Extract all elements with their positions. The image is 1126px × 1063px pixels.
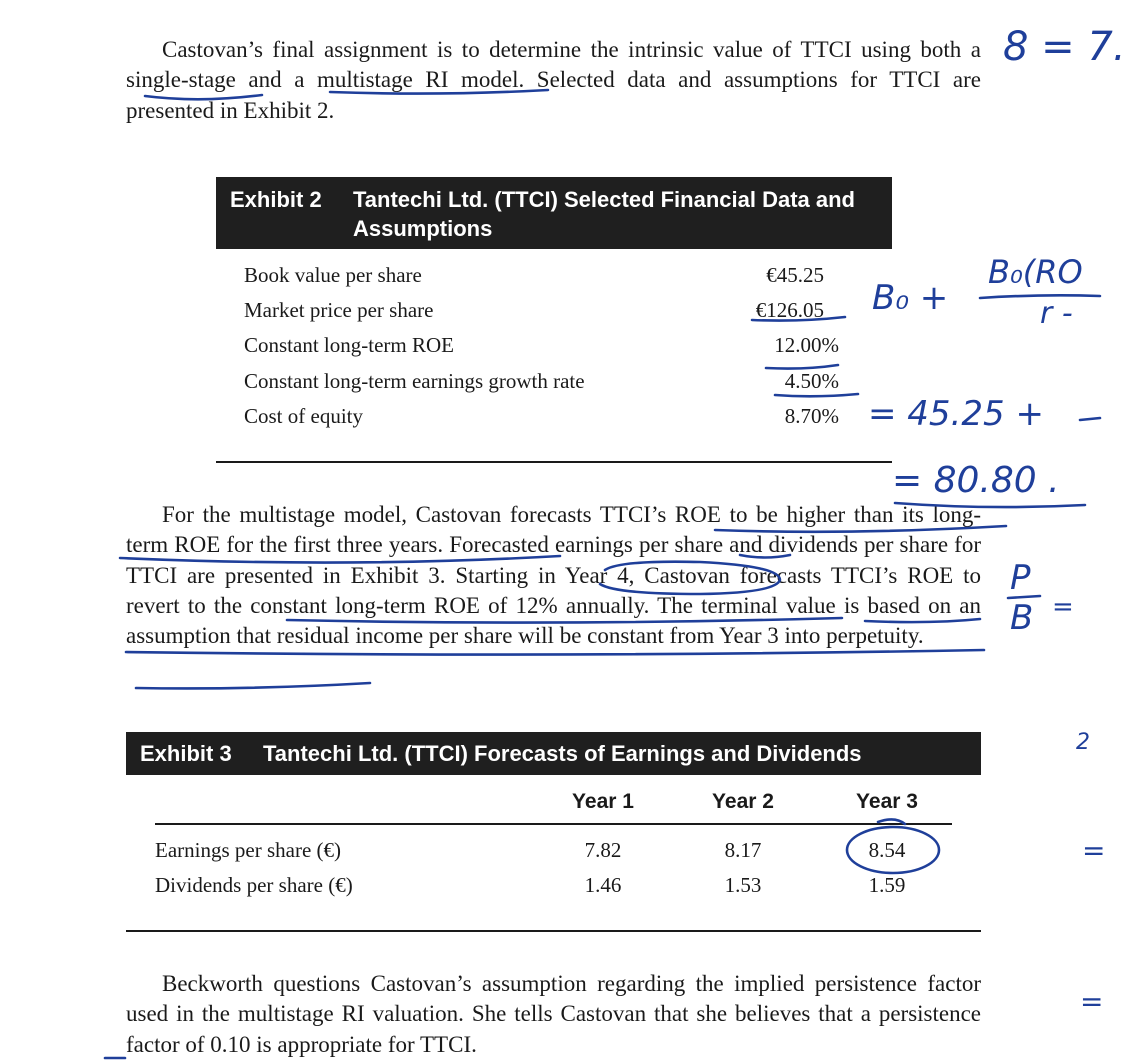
exhibit3-tag: Exhibit 3	[140, 741, 232, 766]
handwritten-calc: = 45.25 +	[868, 394, 1044, 434]
table-cell: 1.59	[868, 873, 906, 897]
table-cell: 1.53	[724, 873, 762, 897]
row-label: Constant long-term ROE	[244, 333, 454, 357]
row-value: €45.25	[766, 263, 824, 287]
row-label: Constant long-term earnings growth rate	[244, 369, 585, 393]
exhibit3-bottom-rule	[126, 930, 981, 932]
exhibit3-title: Tantechi Ltd. (TTCI) Forecasts of Earnings and Dividends	[263, 741, 862, 766]
column-header: Year 3	[856, 790, 918, 813]
row-value: 8.70%	[784, 404, 839, 428]
handwritten-margin-eq2: =	[1080, 985, 1104, 1018]
handwritten-frac-numerator: B₀(RO	[988, 253, 1083, 291]
table-cell: 8.17	[724, 838, 762, 862]
handwritten-p: P	[1010, 558, 1031, 598]
handwritten-margin-2: 2	[1076, 730, 1090, 755]
handwritten-top-right: 8 = 7.	[1003, 24, 1126, 70]
table-cell: 8.54	[868, 838, 906, 862]
exhibit2-tag: Exhibit 2	[230, 187, 322, 212]
column-header: Year 2	[712, 790, 774, 813]
row-value: 4.50%	[784, 369, 839, 393]
row-value: €126.05	[755, 298, 824, 322]
table-cell: 1.46	[584, 873, 622, 897]
handwritten-frac-denominator: r -	[1040, 296, 1073, 331]
exhibit3-header	[126, 732, 981, 775]
underline-4-5pct	[775, 394, 858, 396]
handwritten-pb-eq: =	[1052, 592, 1074, 622]
exhibit2-bottom-rule	[216, 461, 892, 463]
column-header: Year 1	[572, 790, 634, 813]
handwritten-margin-eq1: =	[1082, 834, 1106, 867]
exhibit2-title-line1: Tantechi Ltd. (TTCI) Selected Financial Data and	[353, 187, 855, 212]
exhibit2-header	[216, 177, 892, 249]
multistage-paragraph: For the multistage model, Castovan forecasts TTCI’s ROE to be higher than its long-term ROE for the first three years. Forecasted earnings per share and dividends per share for TTCI are presented in Exhibit 3. Starting in Year 4, Castovan forecasts TTCI’s ROE to revert to the constant long-term ROE of 12% annually. The terminal value is based on an assumption that residual income per share will be constant from Year 3 into perpetuity.	[126, 502, 981, 649]
underline-year3	[136, 683, 370, 688]
row-label: Cost of equity	[244, 404, 363, 428]
row-value: 12.00%	[774, 333, 839, 357]
handwritten-result: = 80.80 .	[892, 460, 1060, 501]
row-label: Earnings per share (€)	[155, 838, 342, 862]
table-cell: 7.82	[584, 838, 622, 862]
exhibit3-header-rule	[155, 823, 952, 825]
row-label: Market price per share	[244, 298, 434, 322]
handwritten-b0: B₀ +	[872, 278, 949, 318]
row-label: Dividends per share (€)	[155, 873, 353, 897]
row-label: Book value per share	[244, 263, 422, 287]
frac-bar-calc	[1080, 418, 1100, 420]
persistence-paragraph: Beckworth questions Castovan’s assumption regarding the implied persistence factor used in the multistage RI valuation. She tells Castovan that she believes that a persistence factor of 0.10 is appropriate for TTCI.	[126, 971, 981, 1057]
exhibit2-title-line2: Assumptions	[353, 216, 493, 241]
handwritten-b: B	[1010, 598, 1034, 638]
intro-paragraph: Castovan’s final assignment is to determine the intrinsic value of TTCI using both a single-stage and a multistage RI model. Selected data and assumptions for TTCI are presented in Exhibit 2.	[126, 37, 981, 123]
